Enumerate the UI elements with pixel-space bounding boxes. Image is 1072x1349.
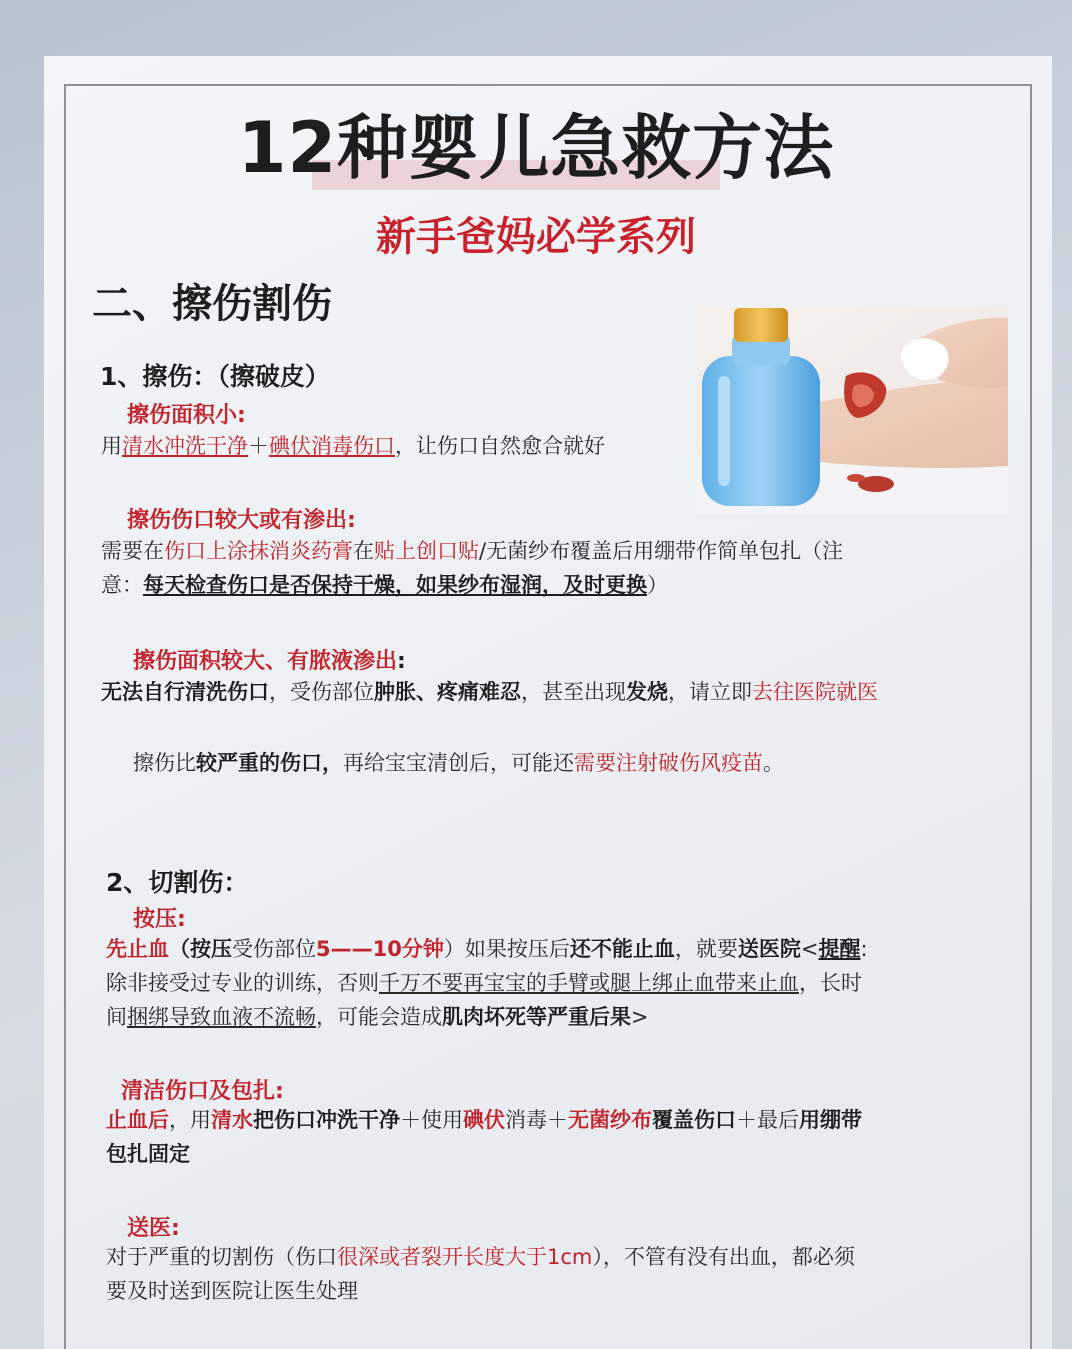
- wound-care-photo: [696, 306, 1008, 514]
- text-span: ，长时: [799, 971, 862, 995]
- text-span: 疼痛难忍: [437, 680, 521, 704]
- text-span: ，请立即: [668, 680, 752, 704]
- cut-hospital-text: [106, 1240, 855, 1308]
- text-span: 碘伏消毒伤口: [269, 434, 395, 458]
- text-span: 除非接受过专业的训练，否则: [106, 971, 379, 995]
- text-span: ＋使用: [400, 1108, 463, 1132]
- abrasion-large-text: [101, 534, 843, 602]
- text-span: ，甚至出现: [521, 680, 626, 704]
- text-span: 用: [101, 434, 122, 458]
- text-span: 无法自行清洗伤口: [101, 680, 269, 704]
- text-span: ）如果按压后: [443, 937, 570, 961]
- text-span: 每天检查伤口是否保持干燥，如果纱布湿润，及时更换: [143, 573, 647, 597]
- page-subtitle: 新手爸妈必学系列: [376, 214, 696, 260]
- text-span: ），不管有没有出血，都必须: [592, 1245, 855, 1269]
- text-span: 伤口上涂抹消炎药膏: [164, 539, 353, 563]
- text-span: ＋最后: [736, 1108, 799, 1132]
- page-title: 12种婴儿急救方法: [237, 107, 835, 189]
- text-span: 无菌纱布: [568, 1108, 652, 1132]
- text-span: 。: [763, 751, 784, 775]
- cut-hospital-label: 送医:: [127, 1216, 180, 1241]
- text-span: 碘伏: [463, 1108, 505, 1132]
- text-span: 包扎固定: [106, 1142, 190, 1166]
- text-span: 间: [106, 1005, 127, 1029]
- text-span: 在: [353, 539, 374, 563]
- text-span: 覆盖伤口: [652, 1108, 736, 1132]
- text-span: 意：: [101, 573, 143, 597]
- text-span: <: [800, 937, 819, 961]
- text-span: 需要注射破伤风疫苗: [574, 751, 763, 775]
- text-span: 还不能止血: [569, 937, 675, 961]
- cut-press-label: 按压:: [133, 907, 186, 932]
- text-span: 5——10分钟: [316, 937, 444, 961]
- text-span: 千万不要再宝宝的手臂或腿上绑止血带来止血: [379, 971, 799, 995]
- text-span: 较严重的伤口，: [196, 751, 343, 775]
- text-span: 很深或者裂开长度大于1cm: [337, 1245, 593, 1269]
- text-span: 需要在: [101, 539, 164, 563]
- text-span: 去往医院就医: [752, 680, 878, 704]
- text-span: ，就要: [674, 937, 738, 961]
- text-span: 止血后: [106, 1108, 169, 1132]
- text-span: >: [631, 1005, 649, 1029]
- text-span: 擦伤比: [133, 751, 196, 775]
- text-span: ，可能会造成: [316, 1005, 442, 1029]
- abrasion-large-label: 擦伤伤口较大或有渗出:: [127, 508, 356, 533]
- text-span: 提醒: [818, 937, 861, 961]
- abrasion-small-text: [101, 429, 605, 463]
- text-span: :: [860, 937, 868, 961]
- abrasion-small-label: 擦伤面积小:: [127, 403, 246, 428]
- text-span: 用绷带: [799, 1108, 862, 1132]
- text-span: 、: [416, 680, 437, 704]
- cut-clean-label: 清洁伤口及包扎:: [121, 1079, 284, 1104]
- abrasion-pus-label: [133, 644, 406, 675]
- text-span: ，用: [169, 1108, 211, 1132]
- section-title: 二、擦伤割伤: [92, 281, 332, 327]
- text-span: 擦伤面积较大、有脓液渗出: [133, 649, 398, 674]
- text-span: 送医院: [737, 937, 801, 961]
- text-span: 清水: [211, 1108, 253, 1132]
- text-span: 捆绑导致血液不流畅: [127, 1005, 316, 1029]
- text-span: 肌肉坏死等严重后果: [442, 1005, 631, 1029]
- cut-press-text: [106, 932, 868, 1034]
- text-span: ＋: [248, 434, 269, 458]
- cut-clean-text: [106, 1103, 862, 1171]
- text-span: 发烧: [626, 680, 668, 704]
- text-span: ，让伤口自然愈合就好: [395, 434, 605, 458]
- abrasion-heading: 1、擦伤：（擦破皮）: [100, 362, 330, 391]
- text-span: 再给宝宝清创后，可能还: [343, 751, 574, 775]
- text-span: /无菌纱布覆盖后用绷带作简单包扎（注: [479, 539, 844, 563]
- text-span: :: [397, 649, 406, 674]
- text-span: ）: [647, 573, 668, 597]
- text-span: 受伤部位: [232, 937, 316, 961]
- abrasion-pus-text: [101, 675, 878, 709]
- text-span: 对于严重的切割伤（伤口: [106, 1245, 337, 1269]
- cut-heading: 2、切割伤：: [106, 868, 249, 897]
- text-span: 先止血: [106, 937, 169, 961]
- text-span: 贴上创口贴: [374, 539, 479, 563]
- text-span: 把伤口冲洗干净: [253, 1108, 400, 1132]
- text-span: （按压: [169, 937, 232, 961]
- text-span: 肿胀: [374, 680, 416, 704]
- text-span: 清水冲洗干净: [122, 434, 248, 458]
- wound-care-illustration: [696, 306, 1008, 514]
- text-span: 要及时送到医院让医生处理: [106, 1279, 358, 1303]
- text-span: ，受伤部位: [269, 680, 374, 704]
- text-span: 消毒＋: [505, 1108, 568, 1132]
- abrasion-note-text: [133, 746, 784, 780]
